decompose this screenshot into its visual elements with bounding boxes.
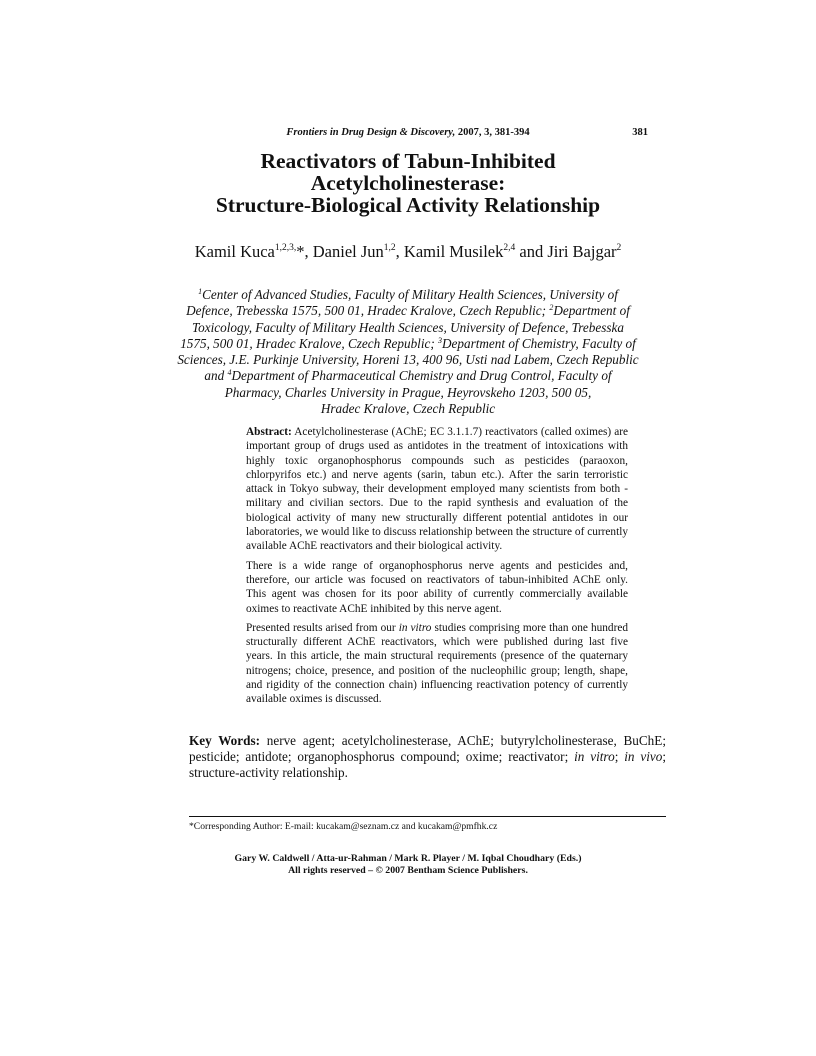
keyword-italic: in vitro — [574, 749, 615, 765]
running-head — [0, 127, 816, 143]
affiliation-marker: 2 — [616, 243, 622, 253]
footnote-divider — [189, 816, 666, 817]
journal-citation — [0, 127, 816, 138]
author-name: Kamil Musilek — [403, 242, 504, 261]
affiliation-line — [158, 303, 658, 319]
abstract-text: Acetylcholinesterase (AChE; EC 3.1.1.7) reactivators (called oximes) are important group of drugs used as antidotes in the treatment of intoxications with highly toxic organophosphorus compounds such as pesticides (paraoxon, chlorpyrifos etc.) and nerve agents (sarin, tabun etc.). After the sarin terroristic attack in Tokyo subway, their development employed many scientists from both - military and civilian sectors. Due to the rapid synthesis and evaluation of the biological activity of many new structurally different potential antidotes in our laboratories, we would like to discuss relationship between the structure of currently available AChE reactivators and their biological activity. — [246, 426, 628, 553]
article-title — [158, 150, 658, 216]
author-name: Jiri Bajgar — [547, 242, 617, 261]
keywords-text: ; structure-activity relationship. — [189, 749, 667, 781]
journal-title: Frontiers in Drug Design & Discovery, — [286, 127, 456, 138]
editors-line: Gary W. Caldwell / Atta-ur-Rahman / Mark R. Player / M. Iqbal Choudhary (Eds.) — [234, 853, 582, 864]
abstract-italic: in vitro — [398, 621, 432, 634]
affiliation-text: Defence, Trebesska 1575, 500 01, Hradec Kralove, Czech Republic; — [186, 303, 550, 319]
journal-volume-pages: 2007, 3, 381-394 — [455, 127, 530, 138]
abstract-text: studies comprising more than one hundred structurally different AChE reactivators, which were published during last five years. In this article, the main structural requirements (presence of the quaternary nitrogens; choice, presence, and position of the nucleophilic group; length, shape, and rigidity of the connection chain) influencing reactivation potency of currently available oximes is discussed. — [246, 621, 628, 706]
keywords-text: nerve agent; acetylcholinesterase, AChE; butyrylcholinesterase, BuChE; pesticide; antidote; organophosphorus compound; oxime; reactivator; — [189, 733, 666, 765]
author-name: Daniel Jun — [312, 242, 384, 261]
author-separator: , — [395, 242, 404, 261]
affiliation-line: Pharmacy, Charles University in Prague, Heyrovskeho 1203, 500 05, — [224, 384, 592, 400]
title-line-2: Acetylcholinesterase: — [310, 171, 506, 195]
affiliation-text: Center of Advanced Studies, Faculty of Military Health Sciences, University of — [202, 287, 618, 302]
keywords-label: Key Words: — [189, 733, 260, 748]
page-number: 381 — [632, 127, 648, 138]
author-name: Kamil Kuca — [194, 242, 275, 261]
affiliation-line: Hradec Kralove, Czech Republic — [320, 401, 496, 417]
abstract-paragraph-1 — [246, 425, 628, 554]
abstract-label: Abstract: — [246, 426, 292, 438]
affiliation-text: Department of Chemistry, Faculty of — [442, 335, 636, 351]
affiliation-line — [158, 336, 658, 352]
affiliation-text: Department of Pharmaceutical Chemistry and Drug Control, Faculty of — [231, 368, 612, 384]
affiliation-marker: 2 — [549, 303, 554, 313]
author-list — [158, 242, 658, 262]
affiliation-line — [158, 368, 658, 384]
keyword-italic: in vivo — [624, 749, 663, 765]
affiliation-text: Department of — [553, 303, 630, 319]
affiliation-text: and — [204, 368, 228, 384]
affiliation-marker: 1,2,3, — [274, 243, 297, 253]
corresponding-author-footnote: *Corresponding Author: E-mail: kucakam@seznam.cz and kucakam@pmfhk.cz — [189, 821, 498, 832]
abstract-paragraph-2: There is a wide range of organophosphorus nerve agents and pesticides and, therefore, our article was focused on reactivators of tabun-inhibited AChE only. This agent was chosen for its poor ability of currently commercially available oximes to reactivate AChE inhibited by this nerve agent. — [246, 559, 628, 615]
title-line-1: Reactivators of Tabun-Inhibited — [260, 149, 556, 173]
keywords-separator: ; — [614, 749, 625, 765]
affiliation-marker: 2,4 — [503, 243, 516, 253]
abstract-paragraph-3 — [246, 621, 628, 707]
affiliation-line: Sciences, J.E. Purkinje University, Horeni 13, 400 96, Usti nad Labem, Czech Republic — [177, 352, 639, 368]
affiliations — [158, 287, 658, 417]
abstract — [246, 425, 628, 712]
copyright-line: All rights reserved – © 2007 Bentham Science Publishers. — [288, 865, 528, 876]
affiliation-line — [158, 287, 658, 303]
affiliation-text: 1575, 500 01, Hradec Kralove, Czech Republic; — [180, 335, 439, 351]
abstract-text: Presented results arised from our — [246, 621, 399, 634]
book-footer — [158, 853, 658, 877]
affiliation-marker: 1,2 — [383, 243, 396, 253]
corresponding-marker: *, — [296, 242, 313, 261]
affiliation-marker: 3 — [438, 335, 443, 345]
affiliation-line: Toxicology, Faculty of Military Health Sciences, University of Defence, Trebesska — [192, 319, 624, 335]
affiliation-marker: 4 — [227, 368, 232, 378]
author-separator: and — [515, 242, 548, 261]
affiliation-marker: 1 — [198, 287, 203, 296]
title-line-3: Structure-Biological Activity Relationship — [215, 193, 601, 217]
keywords — [189, 733, 666, 782]
